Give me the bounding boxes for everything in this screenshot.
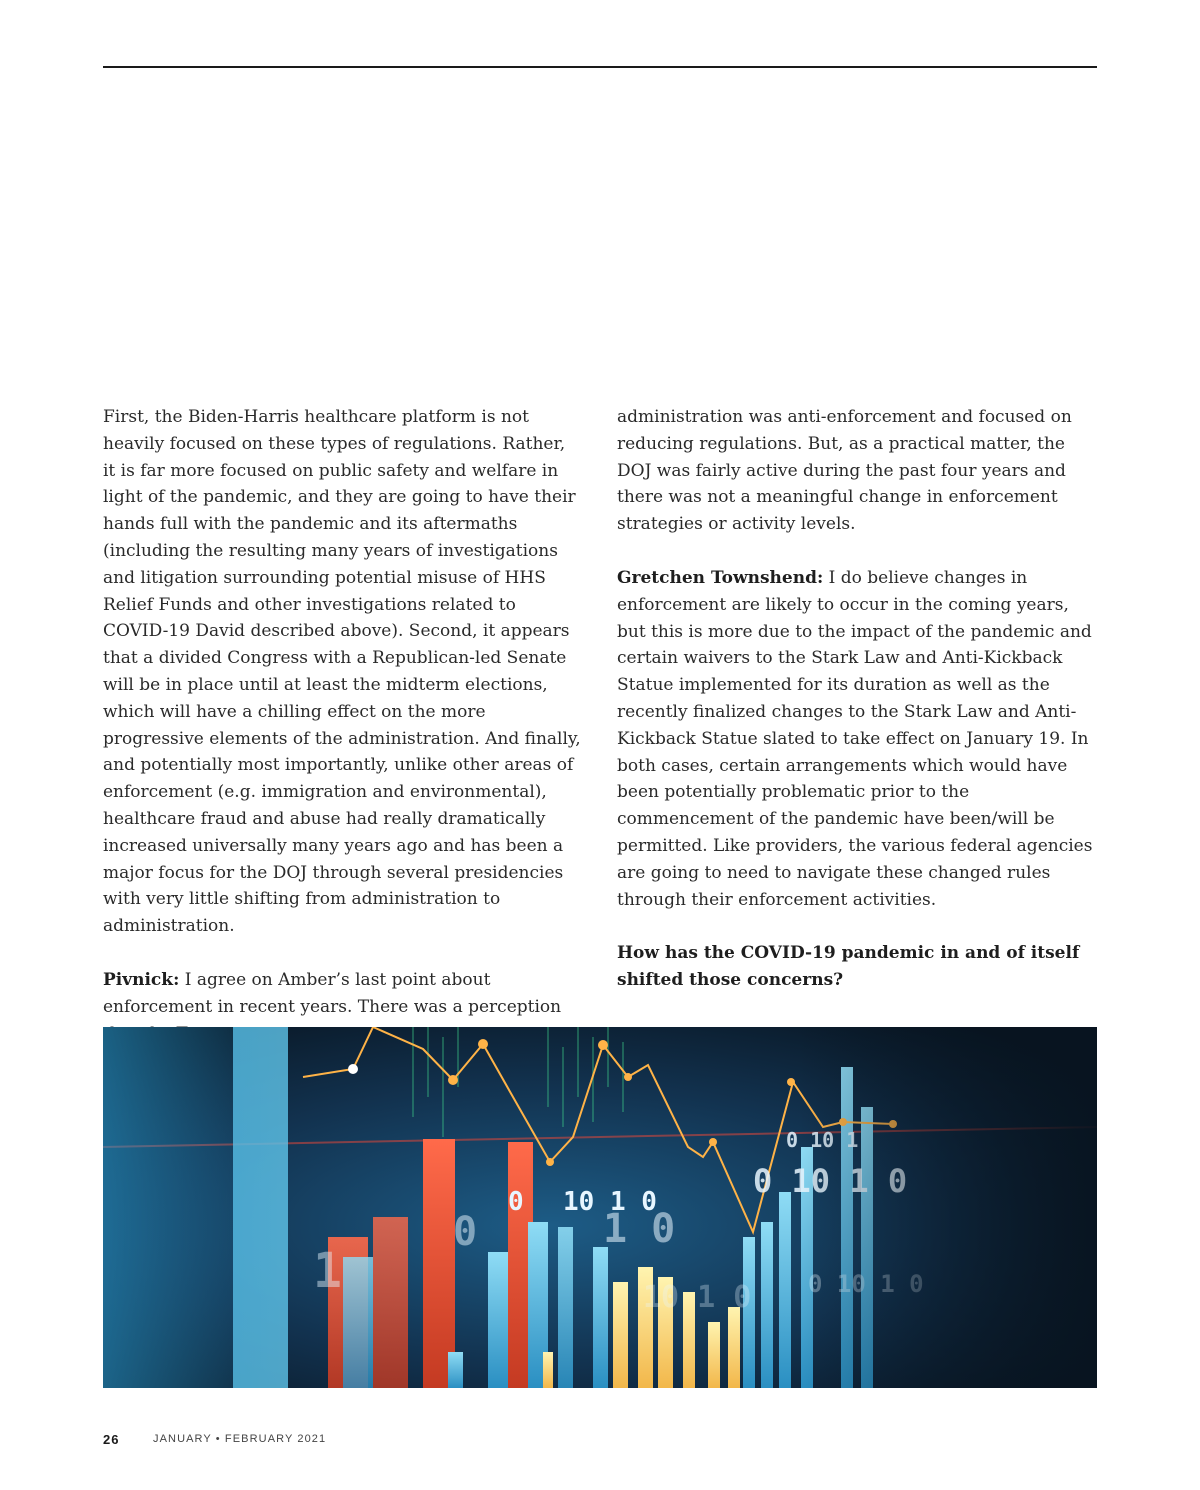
top-rule (103, 66, 1097, 68)
question-heading: How has the COVID-19 pandemic in and of itself shifted those concerns? (617, 943, 1080, 991)
pivnick-text: I agree on Amber’s last point about enforcement in recent years. There was a perception (103, 969, 562, 1017)
right-fade (103, 1027, 1097, 1388)
left-column (103, 404, 581, 1074)
speaker-pivnick: Pivnick: (103, 969, 180, 990)
townshend-text: I do believe changes in enforcement are likely to occur in the coming years, but this is more due to the impact of the pandemic and certain waivers to the Stark Law and Anti-Kickback Statue implemented for its duration as well as the recently finalized changes to the Stark Law and Anti-Kickback Statue slated to take effect on January 19. In both cases, certain arrangements which would have been potentially problematic prior to the commencement of the pandemic have been/will be permitted. Like providers, the various federal agencies are going to need to navigate these changed rules through their enforcement activities. (617, 567, 1093, 910)
paragraph-first: First, the Biden-Harris healthcare platform is not heavily focused on these types of regulations. Rather, it is far more focused on public safety and welfare in light of the pandemic, and they are going to have their hands full with the pandemic and its aftermaths (including the resulting many years of investigations and litigation surrounding potential misuse of HHS Relief Funds and other investigations related to COVID-19 David described above). Second, it appears that a divided Congress with a Republican-led Senate will be in place until at least the midterm elections, which will have a chilling effect on the more progressive elements of the administration. And finally, and potentially most importantly, unlike other areas of enforcement (e.g. immigration and environmental), healthcare fraud and abuse had really dramatically increased universally many years ago and has been a major focus for the DOJ through several presidencies with very little shifting from administration to administration. (103, 407, 581, 937)
issue-date: JANUARY • FEBRUARY 2021 (153, 1433, 327, 1445)
illustration-svg (103, 1027, 1097, 1388)
right-column (617, 404, 1095, 1021)
speaker-townshend: Gretchen Townshend: (617, 567, 824, 588)
paragraph-townshend (617, 565, 1095, 913)
paragraph-continued: administration was anti-enforcement and focused on reducing regulations. But, as a practical matter, the DOJ was fairly active during the past four years and there was not a meaningful change in enforcement strategies or activity levels. (617, 407, 1072, 535)
page-number: 26 (103, 1432, 120, 1447)
financial-chart-illustration (103, 1027, 1097, 1388)
